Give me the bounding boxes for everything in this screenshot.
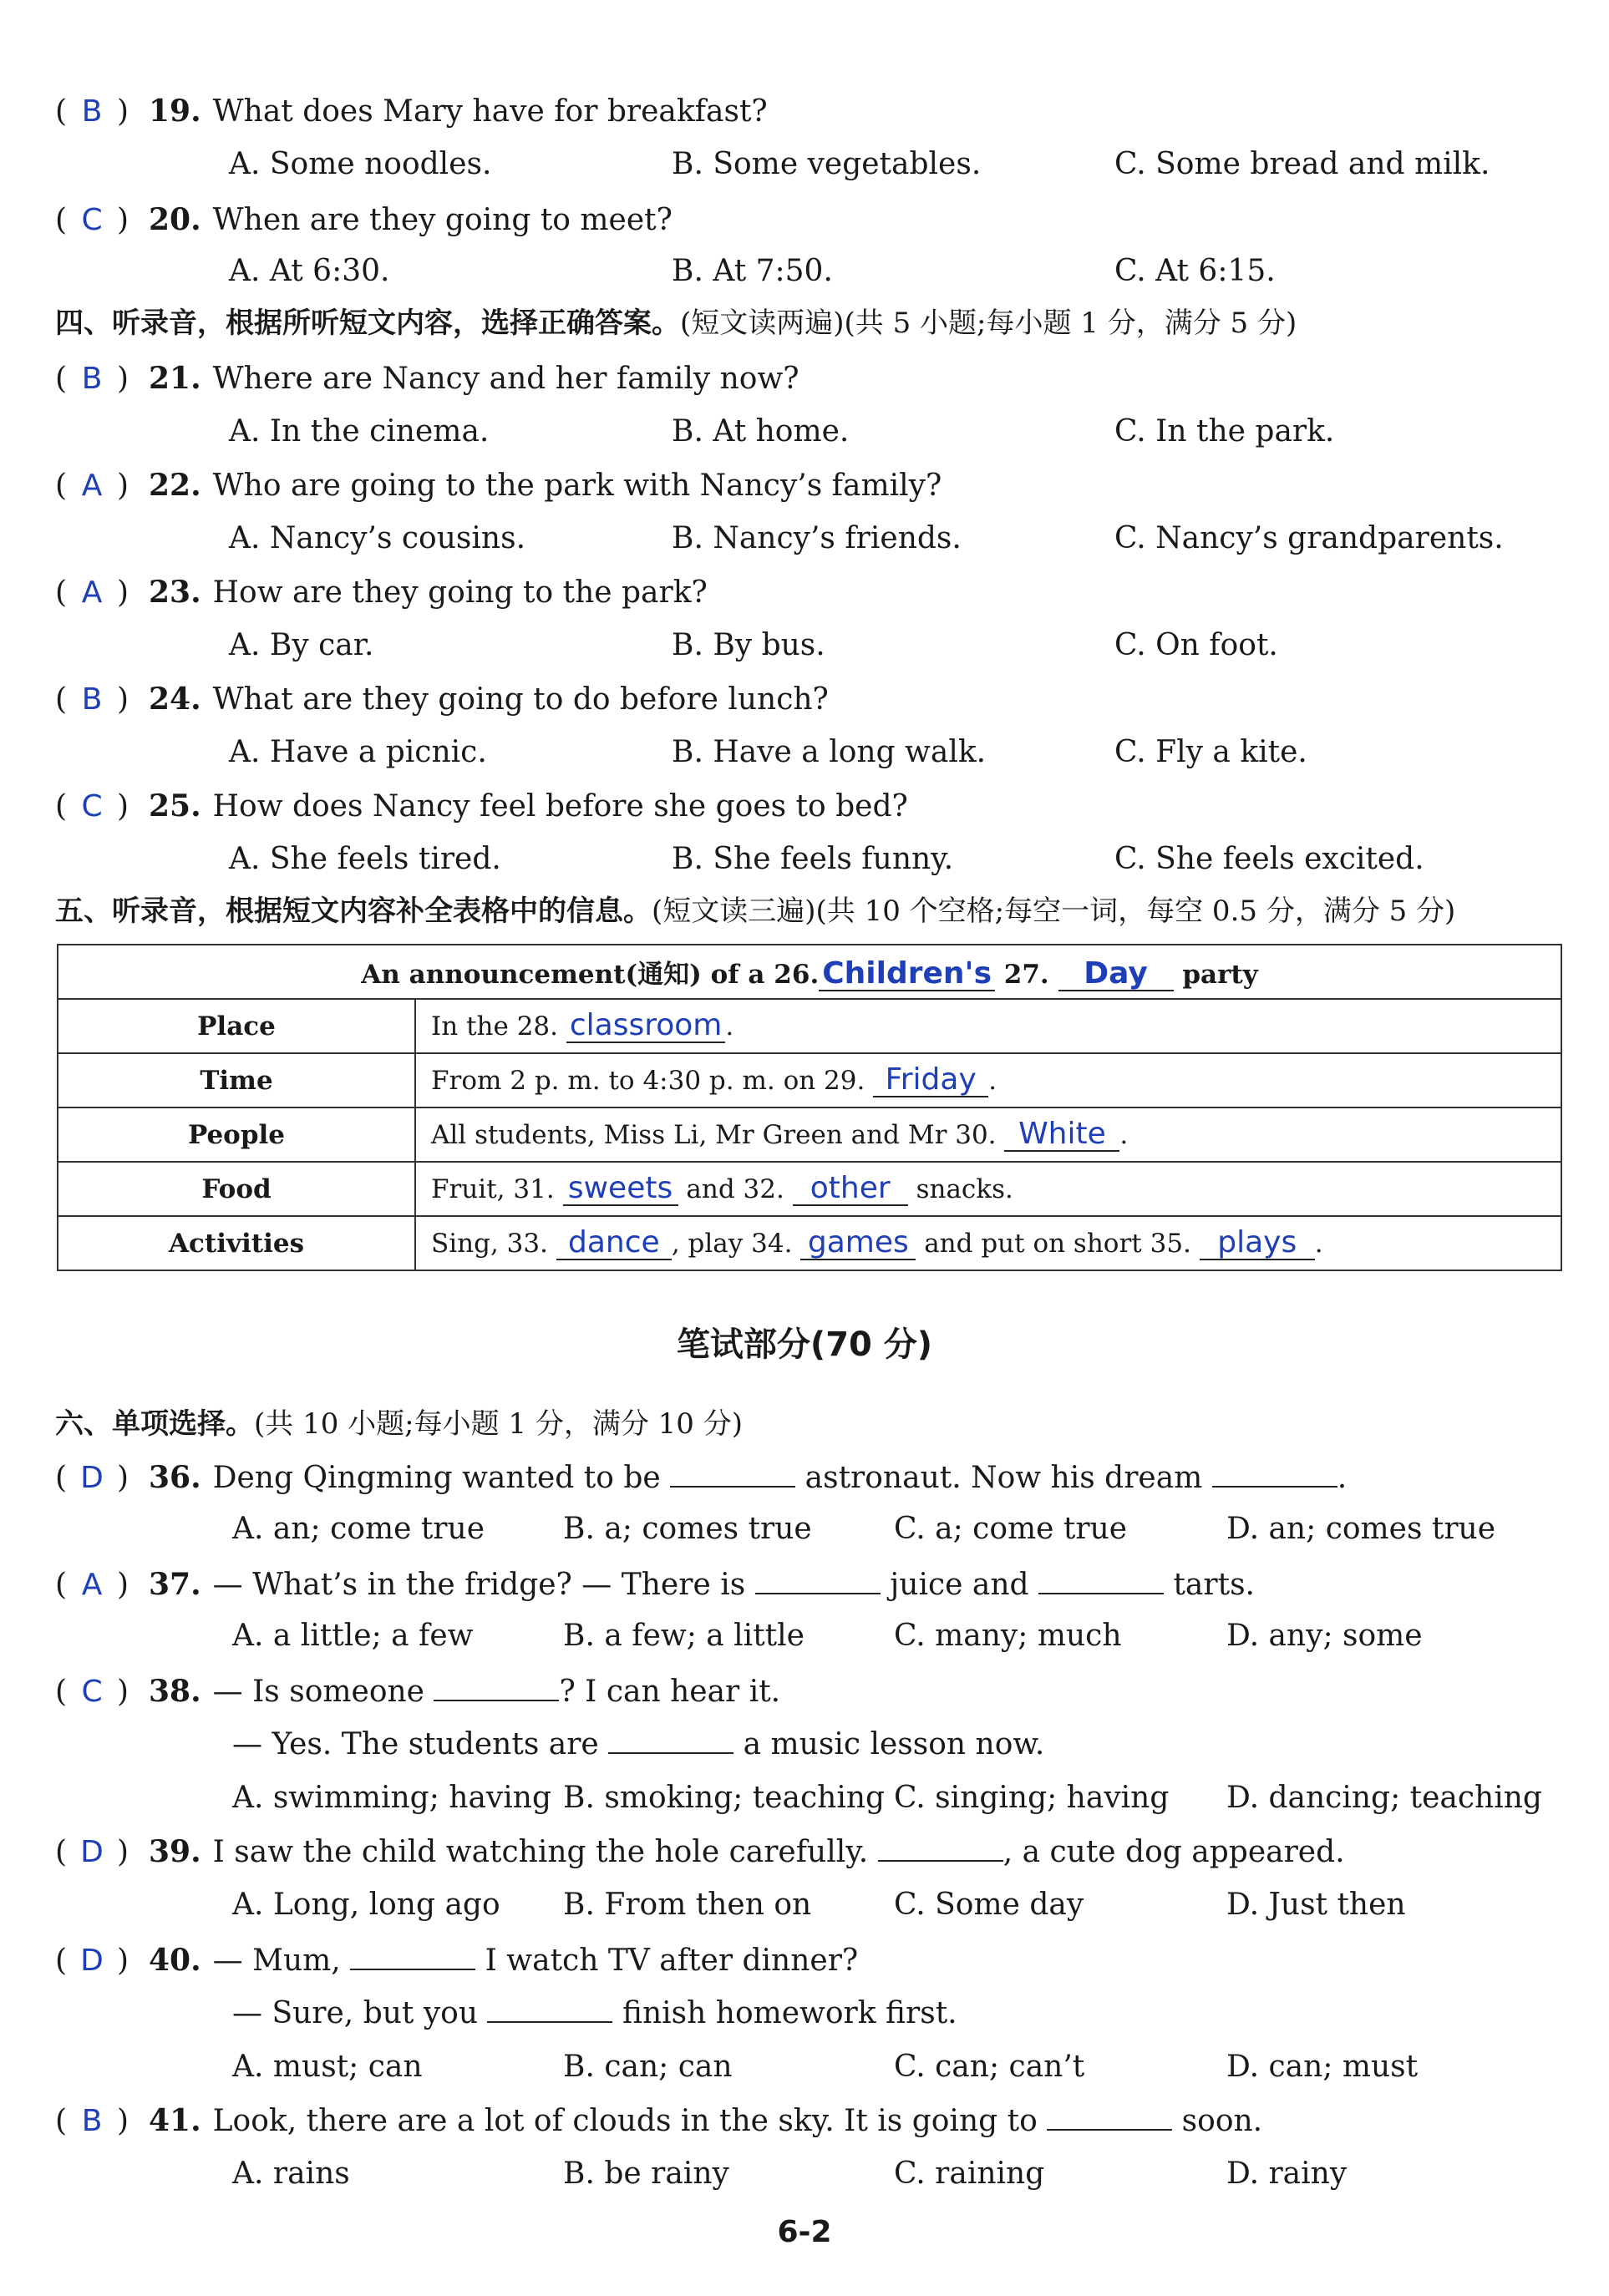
question-37: ( A ) 37. — What’s in the fridge? — There is juice and tarts. xyxy=(55,1567,1255,1602)
question-40-line-2: — Sure, but you finish homework first. xyxy=(232,1996,957,2030)
section-6-heading: 六、单项选择。(共 10 小题;每小题 1 分，满分 10 分) xyxy=(55,1407,743,1441)
options-24: A. Have a picnic. B. Have a long walk. C. Fly a kite. xyxy=(229,735,1307,769)
blank-line xyxy=(608,1726,733,1754)
question-20: ( C ) 20. When are they going to meet? xyxy=(55,199,673,241)
announcement-table xyxy=(57,944,1562,1271)
blank-28: classroom xyxy=(566,1010,726,1043)
question-40: ( D ) 40. — Mum, I watch TV after dinner? xyxy=(55,1943,859,1978)
options-39: A. Long, long ago B. From then on C. Some day D. Just then xyxy=(232,1888,1406,1922)
options-22: A. Nancy’s cousins. B. Nancy’s friends. C. Nancy’s grandparents. xyxy=(229,521,1504,555)
blank-31: sweets xyxy=(563,1173,678,1206)
options-36: A. an; come true B. a; comes true C. a; come true D. an; comes true xyxy=(232,1512,1496,1546)
question-19-text: What does Mary have for breakfast? xyxy=(212,94,768,129)
options-40: A. must; can B. can; can C. can; can’t D. can; must xyxy=(232,2050,1419,2084)
table-row: Food Fruit, 31. sweets and 32. other snacks. xyxy=(58,1162,1561,1216)
options-19: A. Some noodles. B. Some vegetables. C. Some bread and milk. xyxy=(229,147,1490,181)
question-38-line-2: — Yes. The students are a music lesson now. xyxy=(232,1727,1045,1761)
question-41: ( B ) 41. Look, there are a lot of clouds in the sky. It is going to soon. xyxy=(55,2103,1263,2138)
blank-29: Friday xyxy=(873,1064,988,1097)
blank-35: plays xyxy=(1200,1227,1315,1260)
table-header-row: An announcement(通知) of a 26. Children's 27. Day party xyxy=(58,945,1561,999)
blank-30: White xyxy=(1004,1118,1119,1152)
table-row: Time From 2 p. m. to 4:30 p. m. on 29. Friday . xyxy=(58,1053,1561,1107)
options-21: A. In the cinema. B. At home. C. In the park. xyxy=(229,414,1335,449)
table-row: People All students, Miss Li, Mr Green and Mr 30. White . xyxy=(58,1107,1561,1162)
written-part-title: 笔试部分(70 分) xyxy=(676,1325,933,1364)
blank-line xyxy=(350,1942,475,1970)
blank-line xyxy=(878,1833,1003,1862)
question-19: ( B ) 19. What does Mary have for breakfast? xyxy=(55,90,768,132)
table-row: Activities Sing, 33. dance , play 34. games and put on short 35. plays . xyxy=(58,1216,1561,1270)
answer-19: B xyxy=(81,94,103,129)
blank-line xyxy=(434,1673,559,1701)
question-22: ( A ) 22. Who are going to the park with Nancy’s family? xyxy=(55,468,942,503)
page-number: 6-2 xyxy=(777,2215,832,2249)
blank-line xyxy=(487,1994,612,2023)
blank-27: Day xyxy=(1058,958,1174,991)
options-25: A. She feels tired. B. She feels funny. C. She feels excited. xyxy=(229,842,1424,876)
blank-26: Children's xyxy=(819,958,995,991)
question-21: ( B ) 21. Where are Nancy and her family now? xyxy=(55,361,799,396)
blank-34: games xyxy=(800,1227,916,1260)
question-20-text: When are they going to meet? xyxy=(212,203,673,237)
question-23: ( A ) 23. How are they going to the park? xyxy=(55,575,708,610)
question-36: ( D ) 36. Deng Qingming wanted to be astronaut. Now his dream . xyxy=(55,1460,1348,1495)
options-38: A. swimming; having B. smoking; teaching C. singing; having D. dancing; teaching xyxy=(232,1781,1542,1815)
table-row: Place In the 28. classroom . xyxy=(58,999,1561,1053)
answer-20: C xyxy=(81,203,103,237)
question-24: ( B ) 24. What are they going to do before lunch? xyxy=(55,682,829,717)
section-4-heading: 四、听录音，根据所听短文内容，选择正确答案。(短文读两遍)(共 5 小题;每小题 1 分，满分 5 分) xyxy=(55,307,1297,340)
section-5-heading: 五、听录音，根据短文内容补全表格中的信息。(短文读三遍)(共 10 个空格;每空一词，每空 0.5 分，满分 5 分) xyxy=(55,895,1456,928)
options-23: A. By car. B. By bus. C. On foot. xyxy=(229,628,1278,662)
blank-33: dance xyxy=(556,1227,672,1260)
options-41: A. rains B. be rainy C. raining D. rainy xyxy=(232,2157,1348,2191)
blank-32: other xyxy=(793,1173,908,1206)
blank-line xyxy=(755,1566,881,1594)
question-38: ( C ) 38. — Is someone ? I can hear it. xyxy=(55,1674,781,1709)
blank-line xyxy=(1212,1459,1337,1488)
question-39: ( D ) 39. I saw the child watching the hole carefully. , a cute dog appeared. xyxy=(55,1834,1345,1869)
blank-line xyxy=(1047,2102,1172,2131)
options-37: A. a little; a few B. a few; a little C. many; much D. any; some xyxy=(232,1619,1423,1653)
options-20: A. At 6:30. B. At 7:50. C. At 6:15. xyxy=(229,254,1276,288)
blank-line xyxy=(670,1459,795,1488)
blank-line xyxy=(1038,1566,1164,1594)
question-25: ( C ) 25. How does Nancy feel before she goes to bed? xyxy=(55,788,908,824)
